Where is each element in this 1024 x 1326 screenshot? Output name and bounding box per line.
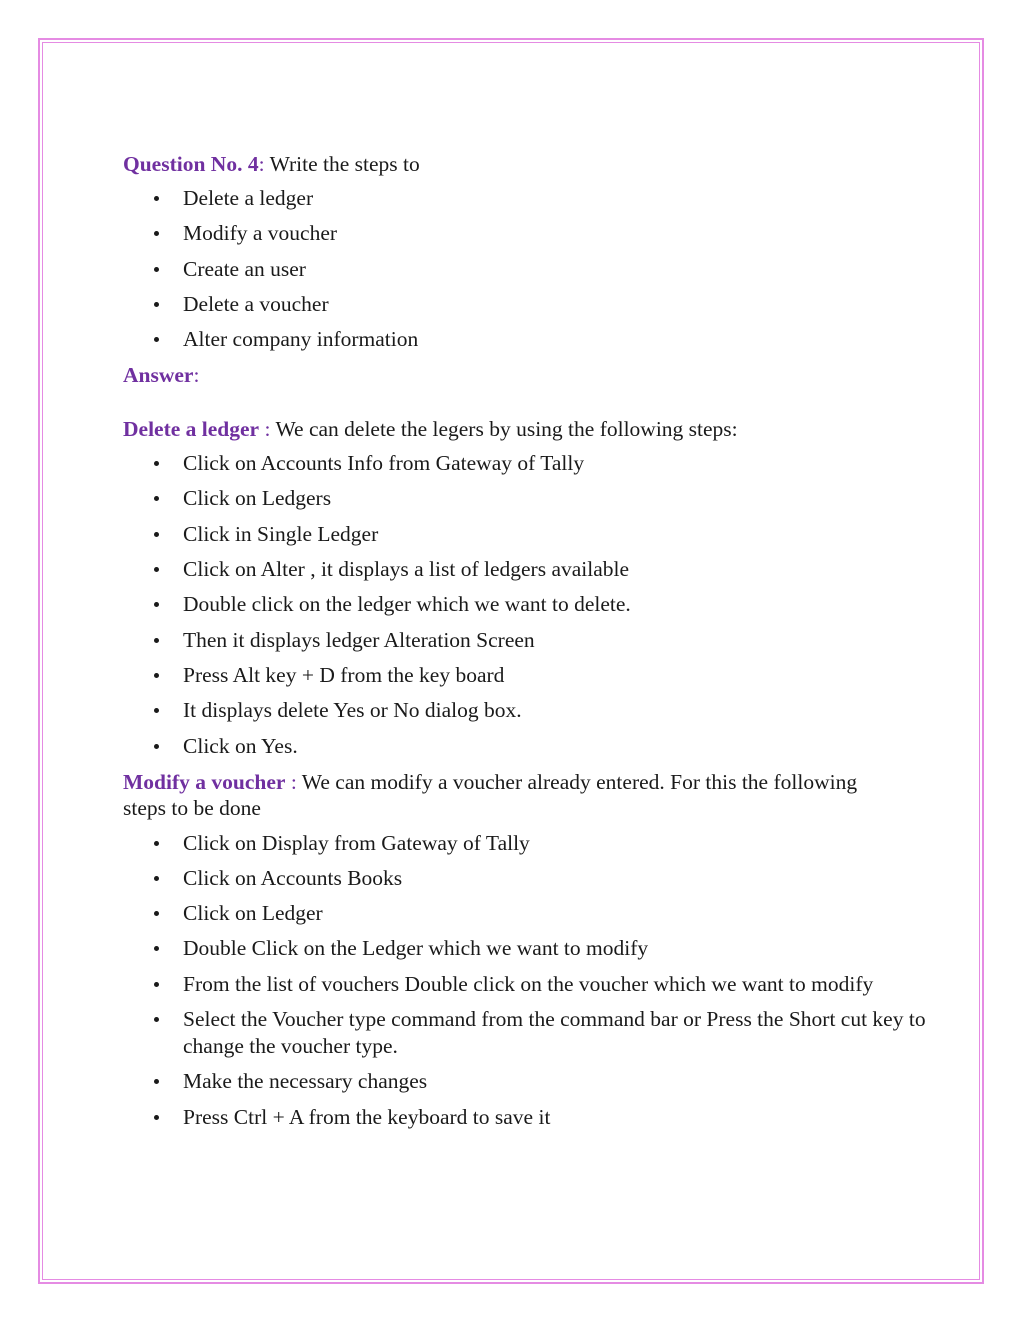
bullet-icon (154, 946, 159, 951)
delete-ledger-heading (123, 415, 943, 443)
list-item: Modify a voucher (123, 220, 943, 247)
list-item: Then it displays ledger Alteration Screen (123, 627, 943, 654)
bullet-icon (154, 337, 159, 342)
question-colon: : (258, 152, 265, 176)
bullet-icon (154, 638, 159, 643)
answer-colon: : (193, 363, 200, 388)
list-item: Click in Single Ledger (123, 521, 943, 548)
question-text: Write the steps to (264, 152, 420, 176)
bullet-icon (154, 982, 159, 987)
bullet-icon (154, 841, 159, 846)
list-item: Press Alt key + D from the key board (123, 662, 943, 689)
list-item: Create an user (123, 256, 943, 283)
bullet-icon (154, 1115, 159, 1120)
list-item: Click on Accounts Info from Gateway of Tally (123, 450, 943, 477)
bullet-icon (154, 302, 159, 307)
bullet-icon (154, 461, 159, 466)
list-item: Double Click on the Ledger which we want to modify (123, 935, 943, 962)
list-item: Press Ctrl + A from the keyboard to save it (123, 1104, 943, 1131)
modify-voucher-heading (123, 768, 943, 822)
list-item: Delete a voucher (123, 291, 943, 318)
bullet-icon (154, 1079, 159, 1084)
bullet-icon (154, 673, 159, 678)
bullet-icon (154, 231, 159, 236)
question-items-list (123, 185, 943, 353)
list-item: Click on Accounts Books (123, 865, 943, 892)
modify-voucher-label: Modify a voucher (123, 769, 286, 794)
bullet-icon (154, 911, 159, 916)
answer-heading (123, 361, 943, 389)
list-item: Delete a ledger (123, 185, 943, 212)
list-item: From the list of vouchers Double click on the voucher which we want to modify (123, 971, 943, 998)
bullet-icon (154, 708, 159, 713)
bullet-icon (154, 267, 159, 272)
list-item: Click on Display from Gateway of Tally (123, 830, 943, 857)
list-item: Click on Yes. (123, 733, 943, 760)
list-item: Click on Ledger (123, 900, 943, 927)
bullet-icon (154, 876, 159, 881)
list-item: Click on Alter , it displays a list of ledgers available (123, 556, 943, 583)
bullet-icon (154, 532, 159, 537)
list-item: It displays delete Yes or No dialog box. (123, 697, 943, 724)
list-item: Make the necessary changes (123, 1068, 943, 1095)
list-item: Click on Ledgers (123, 485, 943, 512)
delete-ledger-colon: : (259, 417, 271, 442)
bullet-icon (154, 744, 159, 749)
list-item: Alter company information (123, 326, 943, 353)
document-content (123, 150, 943, 1131)
question-label: Question No. 4 (123, 152, 259, 176)
modify-voucher-text-line2: steps to be done (123, 795, 261, 820)
answer-label: Answer (123, 363, 194, 388)
question-heading (123, 150, 943, 178)
bullet-icon (154, 1017, 159, 1022)
list-item: Double click on the ledger which we want to delete. (123, 591, 943, 618)
delete-ledger-label: Delete a ledger (123, 417, 260, 442)
bullet-icon (154, 602, 159, 607)
list-item: Select the Voucher type command from the command bar or Press the Short cut key to change the voucher type. (123, 1006, 943, 1060)
modify-voucher-colon: : (285, 769, 297, 794)
delete-ledger-text: We can delete the legers by using the following steps: (270, 417, 738, 442)
modify-voucher-steps (123, 830, 943, 1131)
delete-ledger-steps (123, 450, 943, 759)
modify-voucher-text-line1: We can modify a voucher already entered. For this the following (296, 769, 858, 794)
bullet-icon (154, 196, 159, 201)
bullet-icon (154, 567, 159, 572)
bullet-icon (154, 496, 159, 501)
